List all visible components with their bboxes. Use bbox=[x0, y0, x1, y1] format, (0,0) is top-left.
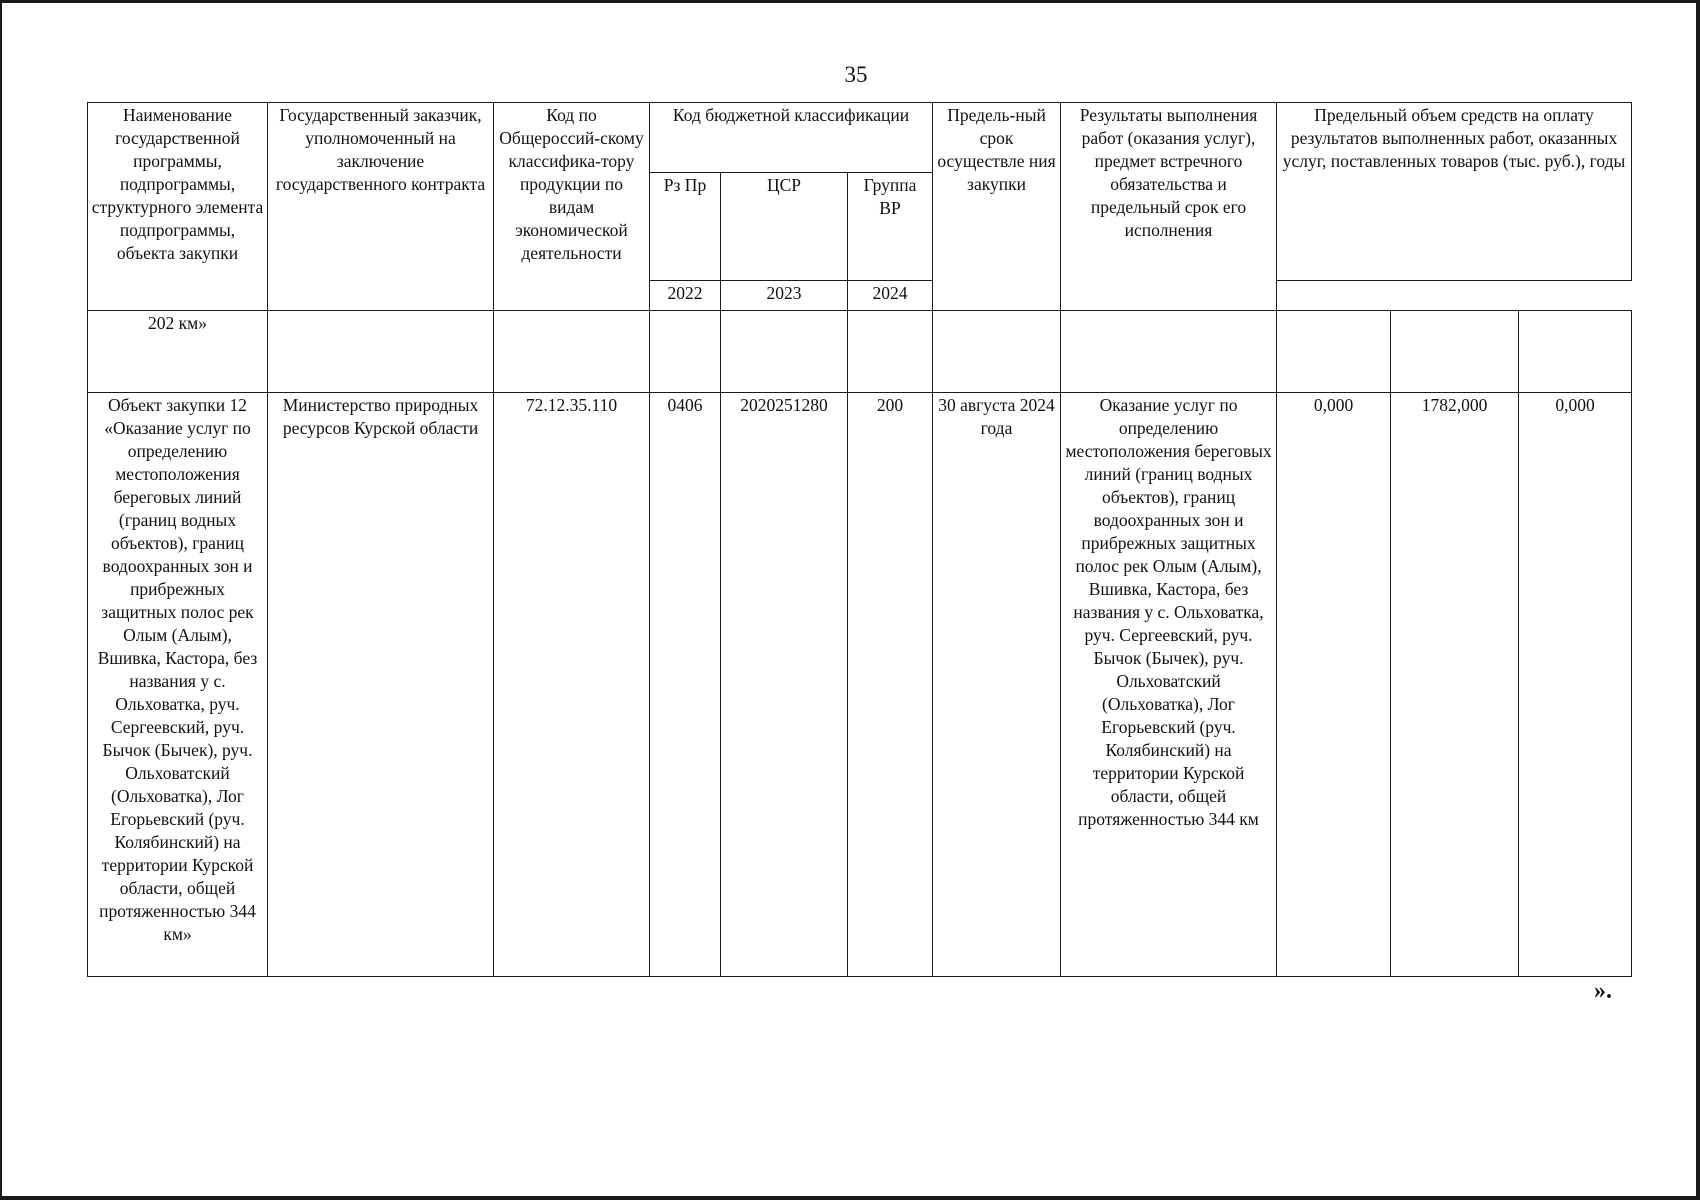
scan-edge-top bbox=[0, 0, 1700, 3]
cell-okved: 72.12.35.110 bbox=[494, 393, 650, 977]
cell-2022: 0,000 bbox=[1277, 393, 1391, 977]
cell-deadline: 30 августа 2024 года bbox=[933, 393, 1061, 977]
cell-vr: 200 bbox=[848, 393, 933, 977]
header-vr: Группа ВР bbox=[848, 173, 933, 281]
header-okved: Код по Общероссий-скому классифика-тору продукции по видам экономической деятельности bbox=[494, 103, 650, 311]
cell-2023: 1782,000 bbox=[1391, 393, 1519, 977]
scan-edge-bottom bbox=[0, 1196, 1700, 1200]
scan-edge-left bbox=[0, 0, 2, 1200]
cell-2022 bbox=[1277, 311, 1391, 393]
cell-vr bbox=[848, 311, 933, 393]
cell-results bbox=[1061, 311, 1277, 393]
header-funding: Предельный объем средств на оплату результатов выполненных работ, оказанных услуг, поставленных товаров (тыс. руб.), годы bbox=[1277, 103, 1632, 281]
cell-rz-pr bbox=[650, 311, 721, 393]
header-year-2022: 2022 bbox=[650, 281, 721, 311]
cell-rz-pr: 0406 bbox=[650, 393, 721, 977]
cell-2023 bbox=[1391, 311, 1519, 393]
header-csr: ЦСР bbox=[721, 173, 848, 281]
cell-customer: Министерство природных ресурсов Курской области bbox=[268, 393, 494, 977]
cell-2024 bbox=[1519, 311, 1632, 393]
cell-2024: 0,000 bbox=[1519, 393, 1632, 977]
header-deadline: Предель-ный срок осуществле ния закупки bbox=[933, 103, 1061, 311]
header-budget-code: Код бюджетной классификации bbox=[650, 103, 933, 173]
header-year-2023: 2023 bbox=[721, 281, 848, 311]
table-row bbox=[88, 393, 1632, 977]
cell-name: Объект закупки 12 «Оказание услуг по определению местоположения береговых линий (границ водных объектов), границ водоохранных зон и прибрежных защитных полос рек Олым (Алым), Вшивка, Кастора, без названия у с. Ольховатка, руч. Сергеевский, руч. Бычок (Бычек), руч. Ольховатский (Ольховатка), Лог Егорьевский (руч. Колябинский) на территории Курской области, общей протяженностью 344 км» bbox=[88, 393, 268, 977]
header-customer: Государственный заказчик, уполномоченный на заключение государственного контракта bbox=[268, 103, 494, 311]
cell-deadline bbox=[933, 311, 1061, 393]
header-rz-pr: Рз Пр bbox=[650, 173, 721, 281]
closing-quote-mark: ». bbox=[1594, 978, 1612, 1004]
table-row bbox=[88, 311, 1632, 393]
cell-customer bbox=[268, 311, 494, 393]
page-number: 35 bbox=[844, 62, 868, 87]
header-results: Результаты выполнения работ (оказания услуг), предмет встречного обязательства и предельный срок его исполнения bbox=[1061, 103, 1277, 311]
cell-results: Оказание услуг по определению местоположения береговых линий (границ водных объектов), границ водоохранных зон и прибрежных защитных полос рек Олым (Алым), Вшивка, Кастора, без названия у с. Ольховатка, руч. Сергеевский, руч. Бычок (Бычек), руч. Ольховатский (Ольховатка), Лог Егорьевский (руч. Колябинский) на территории Курской области, общей протяженностью 344 км bbox=[1061, 393, 1277, 977]
cell-csr bbox=[721, 311, 848, 393]
cell-name: 202 км» bbox=[88, 311, 268, 393]
scan-edge-right bbox=[1696, 0, 1700, 1200]
header-row bbox=[88, 103, 1632, 173]
header-program-name: Наименование государственной программы, подпрограммы, структурного элемента подпрограммы, объекта закупки bbox=[88, 103, 268, 311]
procurement-table bbox=[87, 102, 1632, 977]
header-year-2024: 2024 bbox=[848, 281, 933, 311]
cell-csr: 2020251280 bbox=[721, 393, 848, 977]
cell-okved bbox=[494, 311, 650, 393]
